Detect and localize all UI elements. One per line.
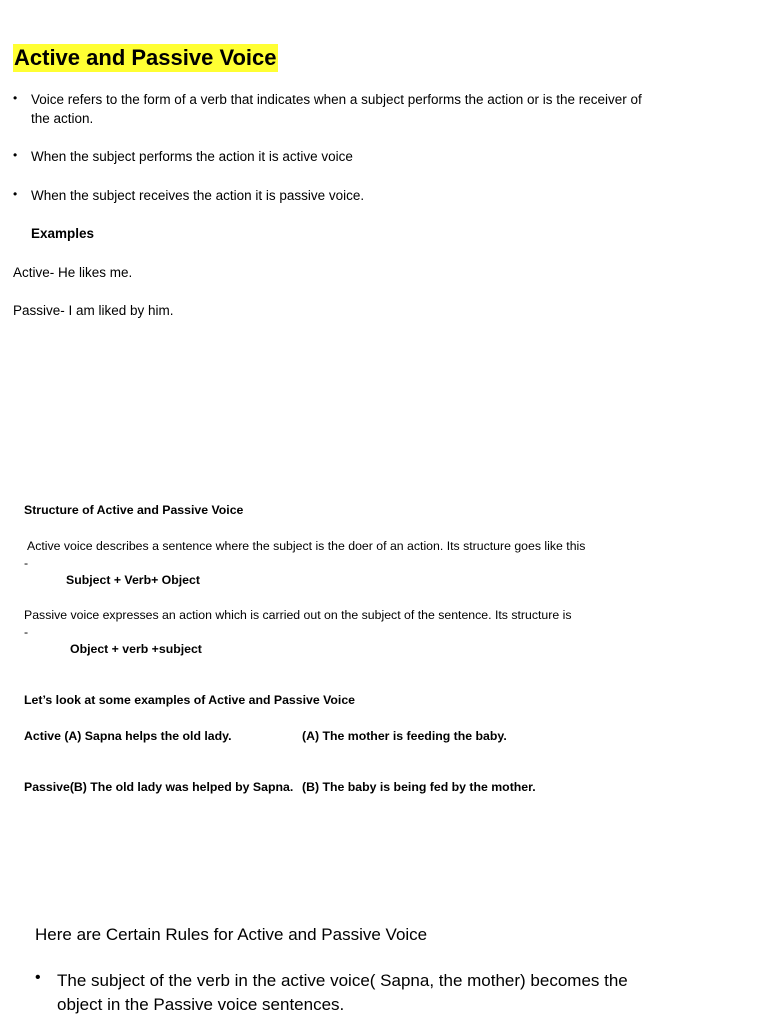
rules-bullet-1: The subject of the verb in the active voice( Sapna, the mother) becomes the object in the Passive voice sentences. (57, 971, 628, 1014)
examples-heading: Examples (31, 226, 95, 241)
structure-passive-desc: Passive voice expresses an action which is carried out on the subject of the sentence. Its structure is (24, 608, 572, 622)
example-active: Active- He likes me. (13, 265, 133, 280)
bullet-dot-icon: • (35, 969, 41, 986)
intro-bullet-1: Voice refers to the form of a verb that indicates when a subject performs the action or is the receiver of the action. (31, 92, 642, 126)
example-row1-right: (A) The mother is feeding the baby. (302, 729, 507, 743)
example-row2-right: (B) The baby is being fed by the mother. (302, 780, 536, 794)
structure-heading: Structure of Active and Passive Voice (24, 503, 244, 517)
structure-active-formula: Subject + Verb+ Object (66, 573, 200, 587)
intro-bullet-3: When the subject receives the action it is passive voice. (31, 188, 365, 203)
rules-heading: Here are Certain Rules for Active and Passive Voice (35, 925, 428, 944)
structure-passive-dash: - (24, 625, 29, 639)
page-title: Active and Passive Voice (14, 45, 277, 70)
structure-active-dash: - (24, 556, 29, 570)
structure-passive-formula: Object + verb +subject (70, 642, 202, 656)
example-passive: Passive- I am liked by him. (13, 303, 174, 318)
examples2-heading: Let’s look at some examples of Active and Passive Voice (24, 693, 356, 707)
example-row1-left: Active (A) Sapna helps the old lady. (24, 729, 232, 743)
example-row2-left: Passive(B) The old lady was helped by Sapna. (24, 780, 294, 794)
bullet-dot-icon: • (13, 91, 18, 105)
bullet-dot-icon: • (13, 187, 18, 201)
structure-active-desc: Active voice describes a sentence where the subject is the doer of an action. Its structure goes like this (27, 539, 586, 553)
intro-bullet-2: When the subject performs the action it is active voice (31, 149, 353, 164)
bullet-dot-icon: • (13, 148, 18, 162)
